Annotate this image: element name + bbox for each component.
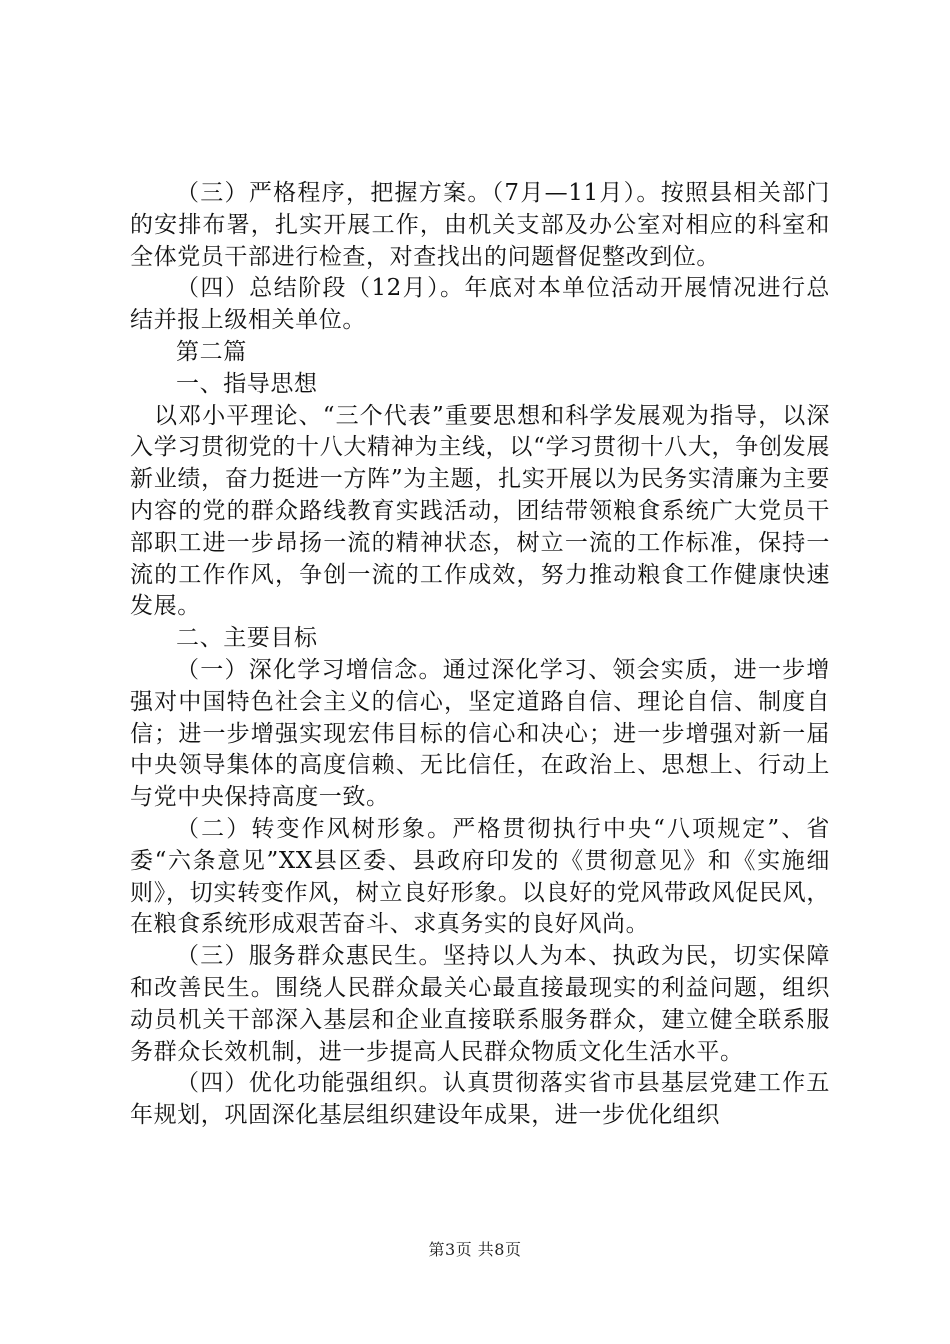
heading-guiding-ideology: 一、指导思想: [176, 370, 318, 397]
paragraph-schedule-step-3: （三）严格程序，把握方案。（7月—11月）。按照县相关部门的安排布署，扎实开展工作，由机关支部及办公室对相应的科室和全体党员干部进行检查，对查找出的问题督促整改到位。: [130, 180, 830, 270]
document-body: [130, 178, 830, 1132]
paragraph-goal-4: （四）优化功能强组织。认真贯彻落实省市县基层党建工作五年规划，巩固深化基层组织建设年成果，进一步优化组织: [130, 1070, 830, 1129]
paragraph-goal-3: （三）服务群众惠民生。坚持以人为本、执政为民，切实保障和改善民生。围绕人民群众最关心最直接最现实的利益问题，组织动员机关干部深入基层和企业直接联系服务群众，建立健全联系服务群众长效机制，进一步提高人民群众物质文化生活水平。: [130, 943, 830, 1065]
page-number-footer: 第3页 共8页: [428, 1240, 522, 1259]
heading-main-goals: 二、主要目标: [176, 625, 318, 652]
paragraph-guiding-ideology: 以邓小平理论、“三个代表”重要思想和科学发展观为指导，以深入学习贯彻党的十八大精神为主线，以“学习贯彻十八大，争创发展新业绩，奋力挺进一方阵”为主题，扎实开展以为民务实清廉为主要内容的党的群众路线教育实践活动，团结带领粮食系统广大党员干部职工进一步昂扬一流的精神状态，树立一流的工作标准，保持一流的工作作风，争创一流的工作成效，努力推动粮食工作健康快速发展。: [130, 402, 830, 620]
paragraph-goal-1: （一）深化学习增信念。通过深化学习、领会实质，进一步增强对中国特色社会主义的信心，坚定道路自信、理论自信、制度自信；进一步增强实现宏伟目标的信心和决心；进一步增强对新一届中央领导集体的高度信赖、无比信任，在政治上、思想上、行动上与党中央保持高度一致。: [130, 656, 830, 811]
paragraph-schedule-step-4: （四）总结阶段（12月）。年底对本单位活动开展情况进行总结并报上级相关单位。: [130, 275, 830, 334]
paragraph-goal-2: （二）转变作风树形象。严格贯彻执行中央“八项规定”、省委“六条意见”XX县区委、县政府印发的《贯彻意见》和《实施细则》，切实转变作风，树立良好形象。以良好的党风带政风促民风，在粮食系统形成艰苦奋斗、求真务实的良好风尚。: [130, 815, 830, 938]
section-heading-part-two: 第二篇: [176, 338, 247, 365]
